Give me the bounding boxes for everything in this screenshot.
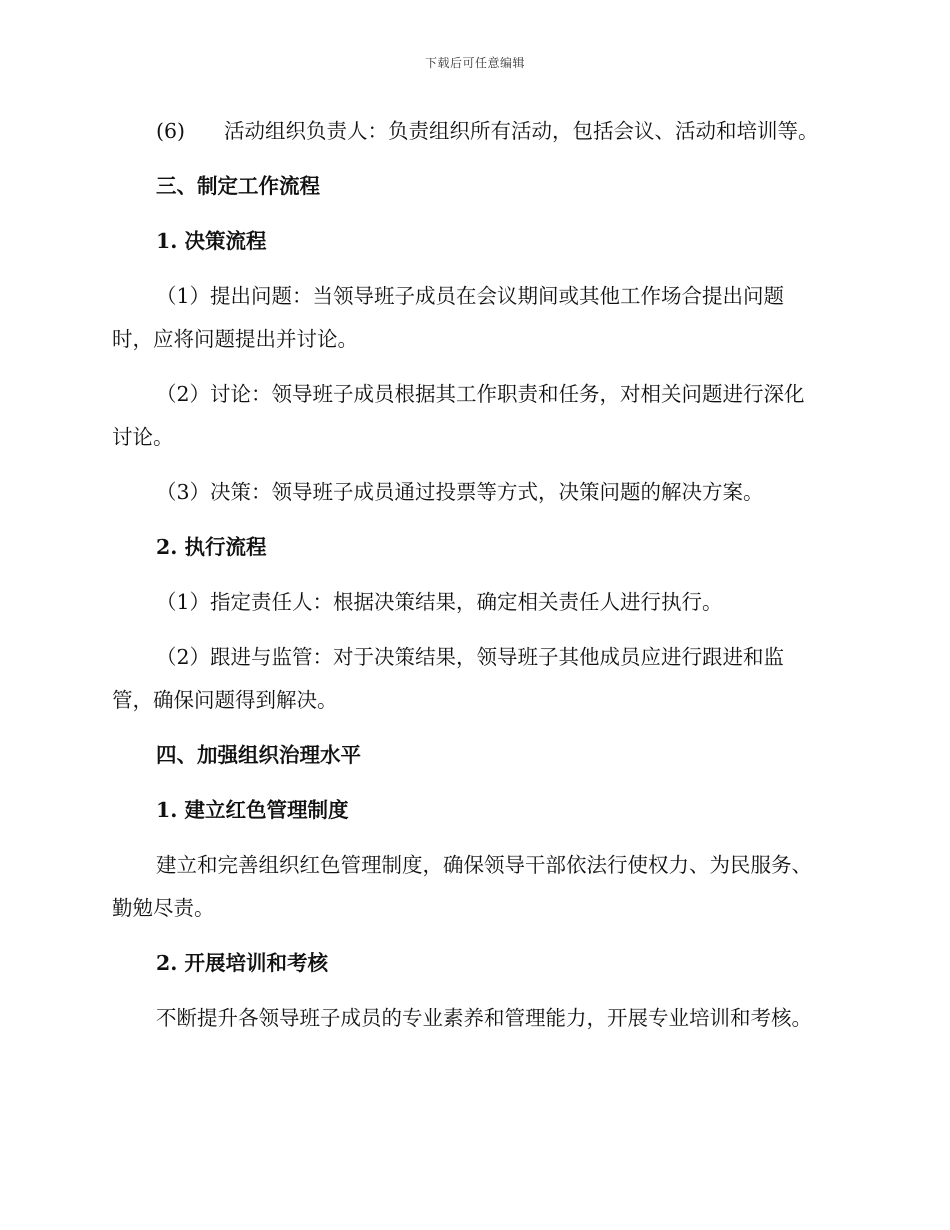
page-header: 下载后可任意编辑: [424, 56, 525, 70]
paragraph-decision: （3）决策：领导班子成员通过投票等方式，决策问题的解决方案。: [156, 480, 764, 504]
subheading-red-management: 1. 建立红色管理制度: [156, 798, 349, 822]
paragraph-red-management: 建立和完善组织红色管理制度，确保领导干部依法行使权力、为民服务、勤勉尽责。: [112, 853, 812, 920]
paragraph-discussion: （2）讨论：领导班子成员根据其工作职责和任务，对相关问题进行深化讨论。: [112, 382, 805, 449]
paragraph-raise-issue: （1）提出问题：当领导班子成员在会议期间或其他工作场合提出问题时，应将问题提出并讨论。: [112, 284, 785, 351]
section-heading-workflow: 三、制定工作流程: [156, 174, 320, 198]
document-body: [112, 110, 824, 1052]
paragraph-assign-owner: （1）指定责任人：根据决策结果，确定相关责任人进行执行。: [156, 590, 723, 614]
paragraph-text: 活动组织负责人：负责组织所有活动，包括会议、活动和培训等。: [224, 119, 819, 143]
subheading-execution-process: 2. 执行流程: [156, 535, 267, 559]
subheading-decision-process: 1. 决策流程: [156, 229, 267, 253]
paragraph-training: 不断提升各领导班子成员的专业素养和管理能力，开展专业培训和考核。: [156, 1006, 812, 1030]
section-heading-governance: 四、加强组织治理水平: [156, 743, 361, 767]
item-number: (6): [156, 119, 186, 143]
paragraph-follow-up: （2）跟进与监管：对于决策结果，领导班子其他成员应进行跟进和监管，确保问题得到解决。: [112, 645, 785, 712]
paragraph-activity-organizer: [112, 110, 824, 153]
subheading-training: 2. 开展培训和考核: [156, 951, 329, 975]
